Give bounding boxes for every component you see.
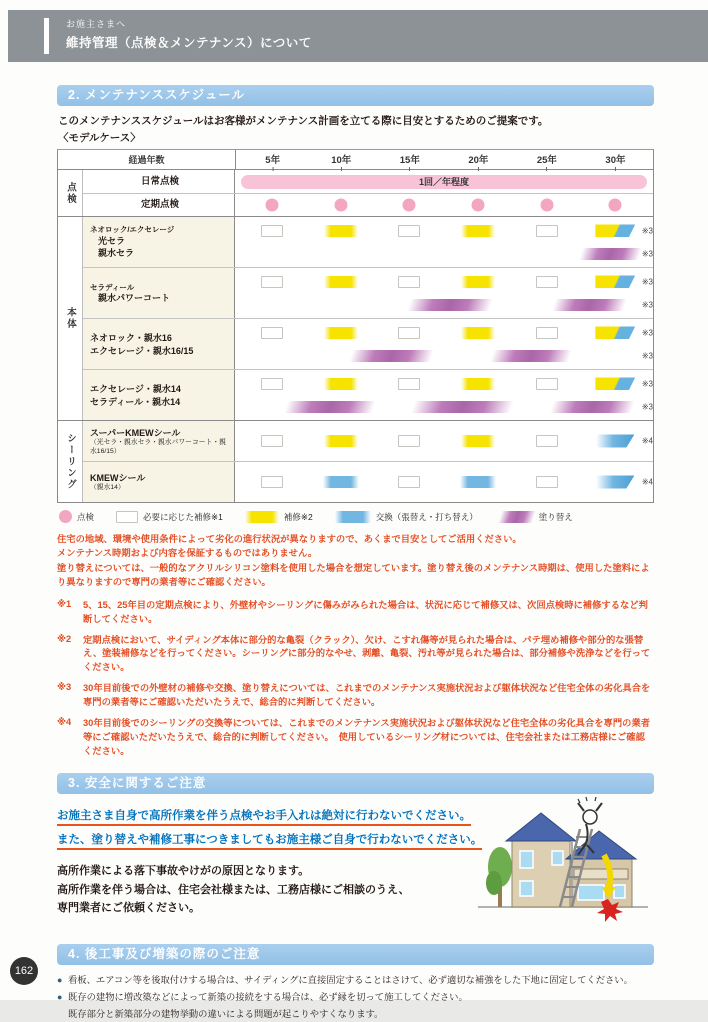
- repair-or-replace-mark: [595, 275, 635, 288]
- footnote-ref: ※3: [641, 379, 653, 388]
- row-label-line: （光セラ・親水セラ・親水パワーコート・親水16/15）: [90, 439, 226, 455]
- footnote-marker: ※3: [57, 682, 72, 693]
- legend-label: 塗り替え: [538, 511, 573, 522]
- as-needed-repair-mark: [261, 435, 283, 447]
- row-timeline: [235, 194, 653, 216]
- year-column-label: 15年: [400, 152, 420, 171]
- replace-mark: [596, 435, 634, 448]
- row-label-line: エクセレージ・親水16/15: [90, 345, 194, 356]
- row-label-line: スーパーKMEWシール: [90, 427, 181, 438]
- repair-mark: [324, 435, 358, 447]
- group-label: 本体: [58, 217, 83, 420]
- footnote-ref: ※3: [641, 277, 653, 286]
- row-timeline: [235, 462, 653, 502]
- as-needed-repair-mark: [261, 378, 283, 390]
- row-label-line: 光セラ: [98, 236, 126, 247]
- footnote-marker: ※2: [57, 633, 72, 644]
- repair-mark: [461, 327, 495, 339]
- row-label-line: 親水パワーコート: [98, 293, 171, 304]
- swapbar-legend-swatch: [335, 511, 371, 523]
- page-header-band: [8, 10, 708, 62]
- repair-mark: [461, 435, 495, 447]
- row-label: [83, 194, 235, 216]
- footnote-marker: ※1: [57, 598, 72, 609]
- year-column-label: 25年: [537, 152, 557, 171]
- maintenance-schedule-table: [57, 149, 654, 503]
- legend-label: 必要に応じた補修※1: [143, 511, 223, 522]
- footnote-ref: ※3: [641, 402, 653, 412]
- notice-bullet: [57, 974, 654, 988]
- safety-warning-line: また、塗り替えや補修工事につきましてもお施主様ご自身で行わないでください。: [57, 831, 482, 850]
- schedule-group-シーリング: [58, 420, 653, 502]
- as-needed-repair-mark: [261, 476, 283, 488]
- as-needed-repair-mark: [536, 476, 558, 488]
- page-number: 162: [14, 965, 34, 977]
- row-label: [83, 170, 235, 193]
- as-needed-repair-mark: [398, 225, 420, 237]
- row-timeline: [235, 370, 653, 420]
- repair-or-replace-mark: [595, 224, 635, 237]
- as-needed-repair-mark: [261, 276, 283, 288]
- safety-body-line: 高所作業による落下事故やけがの原因となります。: [57, 865, 310, 877]
- repair-or-replace-mark: [595, 377, 635, 390]
- year-column-label: 30年: [605, 152, 625, 171]
- as-needed-repair-mark: [261, 225, 283, 237]
- section4-bullet-list: [57, 974, 654, 1022]
- schedule-legend: [59, 510, 654, 523]
- schedule-row: [83, 461, 653, 502]
- row-label: [83, 268, 235, 318]
- safety-warning-line: お施主さま自身で高所作業を伴う点検やお手入れは絶対に行わないでください。: [57, 807, 471, 826]
- repaint-mark: [350, 350, 435, 362]
- as-needed-repair-mark: [398, 327, 420, 339]
- safety-body-line: 専門業者にご依頼ください。: [57, 902, 200, 915]
- row-label-line: 親水セラ: [98, 248, 135, 259]
- bullet-icon: ●: [57, 975, 63, 986]
- dot-legend-swatch: [59, 510, 72, 523]
- page-number-badge: [10, 957, 38, 985]
- row-label-line: KMEWシール: [90, 473, 146, 484]
- row-label: [83, 370, 235, 420]
- schedule-row: [83, 193, 653, 216]
- footnote-text: 30年目前後での外壁材の補修や交換、塗り替えについては、これまでのメンテナンス実施状況および躯体状況など住宅全体の劣化具合を専門の業者等にご確認いただいたうえで、総合的に判断してください。: [83, 683, 651, 708]
- row-label: [83, 319, 235, 369]
- safety-body-line: 高所作業を伴う場合は、住宅会社様または、工務店様にご相談のうえ、: [57, 883, 410, 896]
- repaint-mark: [550, 401, 635, 413]
- legend-label: 補修※2: [283, 511, 313, 522]
- header-accent-bar: [44, 18, 49, 54]
- paint-legend-swatch: [498, 511, 536, 523]
- replace-mark: [460, 476, 496, 488]
- row-label-line: エクセレージ・親水14: [90, 384, 181, 395]
- row-label-line: （親水14）: [90, 484, 125, 492]
- footnote-list: [57, 599, 654, 759]
- repair-or-replace-mark: [595, 326, 635, 339]
- repair-mark: [461, 276, 495, 288]
- as-needed-repair-mark: [398, 435, 420, 447]
- footnote-text: 5、15、25年目の定期点検により、外壁材やシーリングに傷みがみられた場合は、状況に応じて補修又は、次回点検時に補修するなど判断してください。: [83, 599, 648, 624]
- repaint-mark: [284, 401, 376, 413]
- footnote-text: 定期点検において、サイディング本体に部分的な亀裂（クラック）、欠け、こすれ傷等が見られた場合は、パテ埋め補修や部分的な張替え、塗装補修などを行ってください。シーリングに部分的なやせ、剥離、亀裂、汚れ等が見られた場合は、部分補修や洗浄などを行ってください。: [83, 634, 651, 673]
- as-needed-repair-mark: [398, 378, 420, 390]
- schedule-row: [83, 267, 653, 318]
- section4-title: 4. 後工事及び増築の際のご注意: [57, 944, 654, 965]
- legend-item: [59, 510, 94, 523]
- header-eyebrow: お施主さまへ: [66, 19, 127, 29]
- as-needed-repair-mark: [398, 276, 420, 288]
- footnote-ref: ※3: [641, 249, 653, 259]
- row-label-line: 定期点検: [140, 199, 179, 211]
- footnote-row: [57, 682, 654, 710]
- row-label: [83, 217, 235, 267]
- schedule-row: [83, 217, 653, 267]
- repair-legend-swatch: [245, 511, 279, 523]
- inspection-dot: [540, 199, 553, 212]
- repaint-mark: [407, 299, 493, 311]
- footnote-ref: ※3: [641, 300, 653, 310]
- footnote-text: 30年目前後でのシーリングの交換等については、これまでのメンテナンス実施状況および躯体状況など住宅全体の劣化具合を専門の業者等にご確認いただいたうえで、総合的に判断してください。 使用しているシーリング材については、住宅会社または工務店様にご確認ください。: [83, 718, 651, 757]
- row-label: [83, 421, 235, 461]
- daily-inspection-frequency: 1回／年程度: [418, 177, 469, 187]
- year-column-label: 10年: [331, 152, 351, 171]
- row-label-line: ネオロック・親水16: [90, 333, 172, 344]
- footnote-ref: ※4: [641, 477, 653, 487]
- legend-item: [500, 511, 573, 523]
- year-column-label: 5年: [265, 152, 280, 171]
- legend-item: [245, 511, 313, 523]
- row-timeline: [235, 319, 653, 369]
- notice-bullet: [57, 991, 654, 1005]
- section4: [57, 944, 654, 1022]
- footnote-ref: ※3: [641, 328, 653, 337]
- section3: [57, 773, 654, 918]
- schedule-row: [83, 369, 653, 420]
- row-label-line: 日常点検: [140, 175, 179, 187]
- row-label-line: セラディール・親水14: [90, 396, 181, 407]
- repaint-mark: [411, 401, 514, 413]
- repair-mark: [324, 225, 358, 237]
- bullet-subtext: 既存部分と新築部分の建物挙動の違いによる問題が起こりやすくなります。: [68, 1008, 384, 1019]
- row-label: [83, 462, 235, 502]
- footnote-ref: ※4: [641, 436, 653, 446]
- legend-label: 点検: [77, 511, 95, 522]
- as-needed-repair-mark: [536, 435, 558, 447]
- elapsed-years-header: 経過年数: [58, 150, 236, 169]
- section2-intro: このメンテナンススケジュールはお客様がメンテナンス計画を立てる際に目安とするためのご提案です。: [58, 115, 549, 127]
- replace-mark: [323, 476, 359, 488]
- year-columns-header: [236, 150, 653, 169]
- footnote-row: [57, 634, 654, 676]
- schedule-row: [83, 170, 653, 193]
- caution-line: メンテナンス時期および内容を保証するものではありません。: [57, 548, 318, 559]
- inspection-dot: [403, 199, 416, 212]
- row-label-line: セラディール: [90, 282, 135, 292]
- caution-line: 住宅の地域、環境や使用条件によって劣化の進行状況が異なりますので、あくまで目安としてご活用ください。: [57, 534, 522, 544]
- schedule-row: [83, 421, 653, 461]
- year-column-label: 20年: [468, 152, 488, 171]
- row-label-line: ネオロック/エクセレージ: [90, 225, 175, 235]
- group-label: 点検: [58, 170, 83, 216]
- ladder-fall-illustration: [474, 795, 652, 933]
- inspection-dot: [609, 199, 622, 212]
- box-legend-swatch: [116, 511, 138, 523]
- footnote-row: [57, 717, 654, 759]
- repair-mark: [461, 378, 495, 390]
- as-needed-repair-mark: [261, 327, 283, 339]
- footnote-marker: ※4: [57, 717, 72, 728]
- row-timeline: [235, 268, 653, 318]
- section3-title: 3. 安全に関するご注意: [57, 773, 654, 794]
- bullet-icon: ●: [57, 992, 63, 1002]
- replace-mark: [596, 476, 634, 489]
- row-timeline: [235, 217, 653, 267]
- group-label: シーリング: [58, 421, 83, 502]
- inspection-dot: [334, 199, 347, 212]
- footnote-ref: ※3: [641, 226, 653, 235]
- caution-line: 塗り替えについては、一般的なアクリルシリコン塗料を使用した場合を想定しています。塗り替え後のメンテナンス時期は、使用した塗料により異なりますので専門の業者等にご確認ください。: [57, 562, 650, 588]
- header-title: 維持管理（点検＆メンテナンス）について: [66, 36, 312, 50]
- as-needed-repair-mark: [536, 327, 558, 339]
- legend-item: [335, 511, 478, 523]
- as-needed-repair-mark: [398, 476, 420, 488]
- daily-inspection-bar: [241, 175, 646, 189]
- legend-label: 交換（張替え・打ち替え）: [375, 511, 478, 522]
- schedule-group-点検: [58, 170, 653, 216]
- repair-mark: [324, 276, 358, 288]
- as-needed-repair-mark: [536, 225, 558, 237]
- row-timeline: [235, 170, 653, 193]
- schedule-header-row: [58, 150, 653, 170]
- repair-mark: [324, 327, 358, 339]
- as-needed-repair-mark: [536, 378, 558, 390]
- repaint-mark: [490, 350, 572, 362]
- inspection-dot: [265, 199, 278, 212]
- schedule-row: [83, 318, 653, 369]
- repair-mark: [461, 225, 495, 237]
- footnote-row: [57, 599, 654, 627]
- footnote-ref: ※3: [641, 351, 653, 361]
- repaint-mark: [552, 299, 627, 311]
- section2-title: 2. メンテナンススケジュール: [57, 85, 654, 106]
- as-needed-repair-mark: [536, 276, 558, 288]
- legend-item: [116, 511, 223, 523]
- repaint-mark: [579, 248, 642, 260]
- bullet-text: 看板、エアコン等を後取付けする場合は、サイディングに直接固定することはさけて、必ず適切な補強をした下地に固定してください。: [68, 975, 633, 986]
- model-case-label: 〈モデルケース〉: [58, 132, 141, 144]
- repair-mark: [324, 378, 358, 390]
- row-timeline: [235, 421, 653, 461]
- caution-paragraphs: [57, 532, 654, 759]
- bullet-text: 既存の建物に増改築などによって新築の接続をする場合は、必ず縁を切って施工してください。: [68, 992, 468, 1002]
- schedule-group-本体: [58, 216, 653, 420]
- inspection-dot: [471, 199, 484, 212]
